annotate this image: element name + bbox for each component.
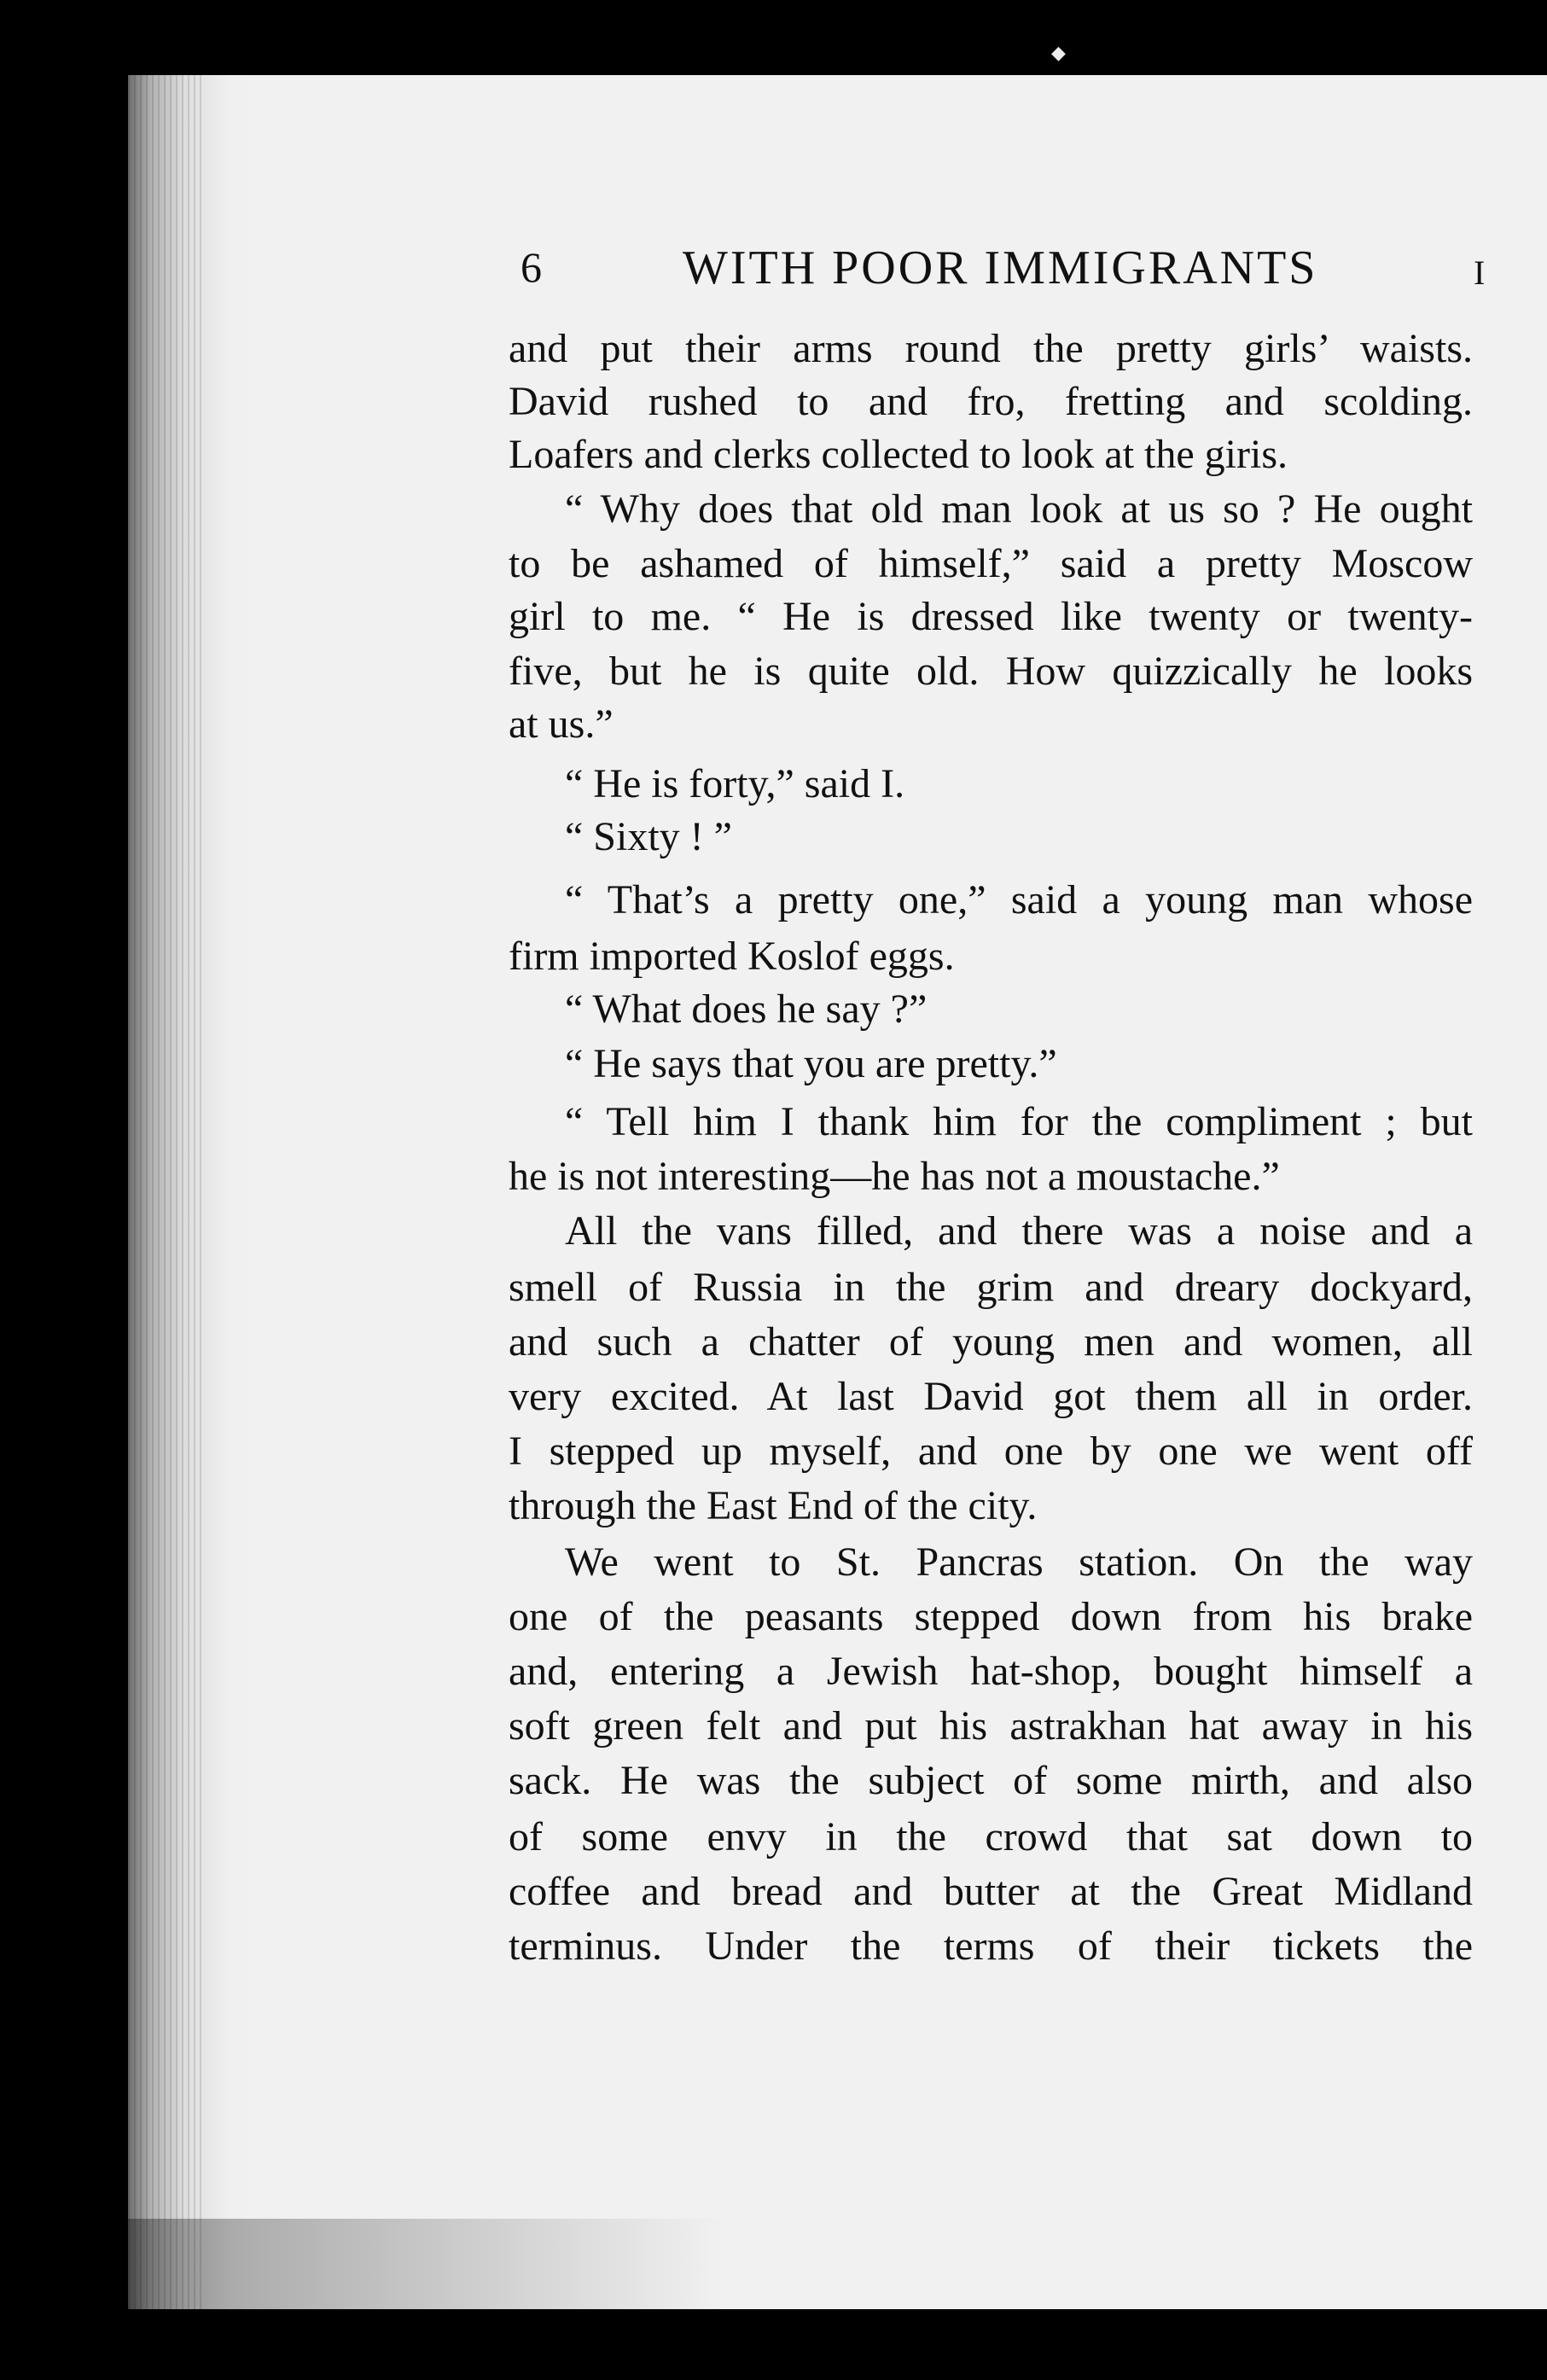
text-line: and such a chatter of young men and women, all	[509, 1319, 1473, 1365]
text-line: “ He is forty,” said I.	[565, 761, 905, 806]
top-edge-mark: ◆	[1051, 43, 1066, 64]
text-line: “ He says that you are pretty.”	[565, 1041, 1057, 1086]
text-line: one of the peasants stepped down from his brake	[509, 1594, 1473, 1639]
chapter-number: I	[1474, 253, 1486, 292]
text-line: “ Sixty ! ”	[565, 814, 732, 859]
text-line: firm imported Koslof eggs.	[509, 934, 955, 979]
text-line: he is not interesting—he has not a moustache.”	[509, 1154, 1280, 1199]
text-line: sack. He was the subject of some mirth, and also	[509, 1758, 1473, 1803]
text-line: David rushed to and fro, fretting and scolding.	[509, 379, 1473, 424]
running-head: WITH POOR IMMIGRANTS	[683, 241, 1318, 294]
text-line: terminus. Under the terms of their tickets the	[509, 1923, 1473, 1969]
text-line: and put their arms round the pretty girls’ waists.	[509, 326, 1473, 371]
text-line: “ What does he say ?”	[565, 986, 928, 1032]
text-line: All the vans filled, and there was a noise and a	[565, 1208, 1473, 1254]
text-line: Loafers and clerks collected to look at the giris.	[509, 432, 1288, 477]
text-line: I stepped up myself, and one by one we went off	[509, 1429, 1473, 1474]
text-line: girl to me. “ He is dressed like twenty or twenty-	[509, 594, 1473, 639]
text-line: five, but he is quite old. How quizzically he looks	[509, 649, 1473, 694]
text-line: very excited. At last David got them all in order.	[509, 1374, 1473, 1419]
text-line: We went to St. Pancras station. On the way	[565, 1539, 1473, 1585]
text-line: “ Why does that old man look at us so ? He ought	[565, 486, 1473, 532]
text-line: of some envy in the crowd that sat down to	[509, 1814, 1473, 1859]
text-line: soft green felt and put his astrakhan hat away in his	[509, 1703, 1473, 1749]
text-line: “ That’s a pretty one,” said a young man whose	[565, 877, 1473, 922]
page-number: 6	[521, 243, 542, 291]
text-line: to be ashamed of himself,” said a pretty Moscow	[509, 541, 1473, 586]
text-line: smell of Russia in the grim and dreary dockyard,	[509, 1265, 1473, 1310]
text-line: coffee and bread and butter at the Great Midland	[509, 1869, 1473, 1914]
text-line: through the East End of the city.	[509, 1483, 1038, 1528]
text-line: at us.”	[509, 701, 614, 747]
text-line: and, entering a Jewish hat-shop, bought himself a	[509, 1649, 1473, 1694]
text-line: “ Tell him I thank him for the compliment ; but	[565, 1099, 1473, 1144]
